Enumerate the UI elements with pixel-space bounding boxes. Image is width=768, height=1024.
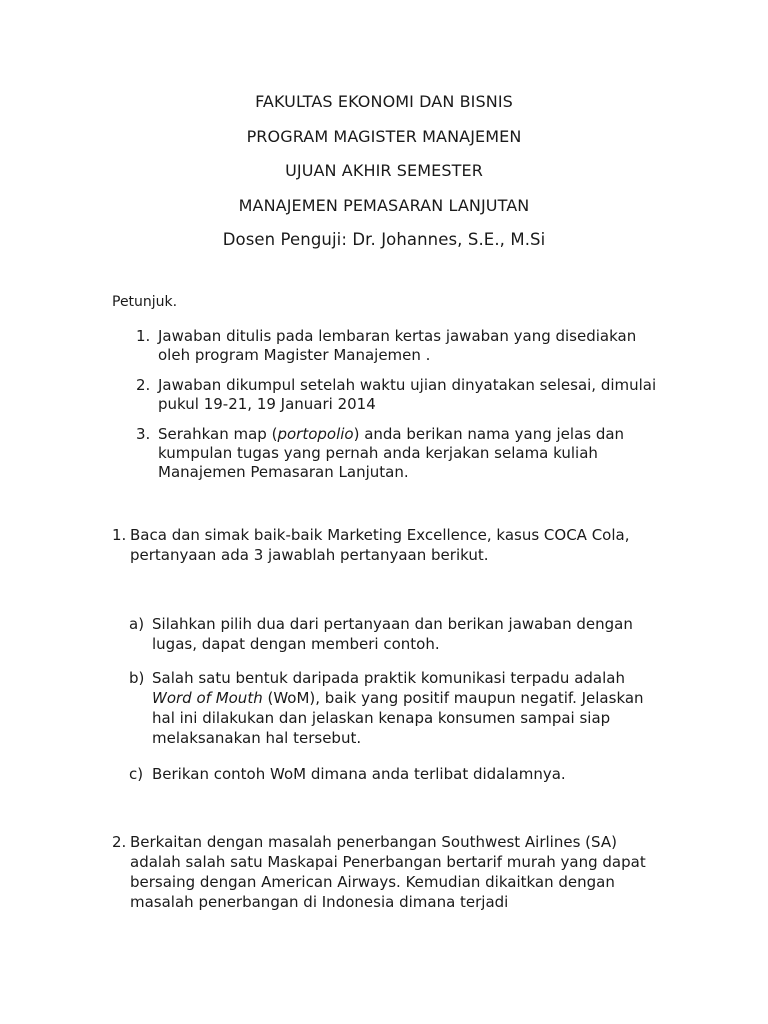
program-title: PROGRAM MAGISTER MANAJEMEN [246,126,522,146]
sub-question-c [129,764,659,784]
sub-question-text: Silahkan pilih dua dari pertanyaan dan berikan jawaban dengan lugas, dapat dengan memberi contoh. [152,615,633,653]
instruction-text-start: Serahkan map ( [158,425,278,443]
exam-header [0,92,768,265]
examiner-name: Dosen Penguji: Dr. Johannes, S.E., M.Si [222,230,546,249]
sub-question-label: a) [129,615,145,633]
instruction-text [158,425,672,482]
exam-title: UJUAN AKHIR SEMESTER [285,161,483,180]
sub-question-text: Berikan contoh WoM dimana anda terlibat didalamnya. [152,765,566,783]
instruction-number: 3. [136,425,151,443]
instruction-number: 2. [136,376,151,394]
sub-question-text-start: Salah satu bentuk daripada praktik komunikasi terpadu adalah [152,669,625,687]
course-title: MANAJEMEN PEMASARAN LANJUTAN [238,195,530,215]
question-text: Baca dan simak baik-baik Marketing Excellence, kasus COCA Cola, pertanyaan ada 3 jawablah pertanyaan berikut. [130,526,630,564]
question-2 [112,832,672,912]
sub-question-label: c) [129,765,144,783]
question-number: 2. [112,833,127,851]
sub-question-b [129,668,659,748]
question-number: 1. [112,526,127,544]
instruction-item [112,425,672,482]
sub-question-text-end: (WoM), baik yang positif maupun negatif. Jelaskan hal ini dilakukan dan jelaskan kenapa konsumen sampai siap melaksanakan hal tersebut. [152,689,644,747]
question-text: Berkaitan dengan masalah penerbangan Southwest Airlines (SA) adalah salah satu Maskapai Penerbangan bertarif murah yang dapat bersaing dengan American Airways. Kemudian dikaitkan dengan masalah penerbangan di Indonesia dimana terjadi [130,833,646,911]
instruction-text-end: ) anda berikan nama yang jelas dan kumpulan tugas yang pernah anda kerjakan selama kuliah Manajemen Pemasaran Lanjutan. [158,425,625,481]
instruction-text: Jawaban ditulis pada lembaran kertas jawaban yang disediakan oleh program Magister Manajemen . [158,327,637,364]
sub-question-a [129,614,659,654]
instruction-text-emphasis: portopolio [277,425,354,443]
sub-question-text-emphasis: Word of Mouth [152,689,263,707]
sub-question-text [152,668,659,748]
instruction-item [112,376,672,414]
instruction-item [112,327,672,365]
instruction-number: 1. [136,327,151,345]
sub-question-label: b) [129,669,145,687]
faculty-title: FAKULTAS EKONOMI DAN BISNIS [255,92,513,111]
question-1 [112,525,672,565]
instruction-text: Jawaban dikumpul setelah waktu ujian dinyatakan selesai, dimulai pukul 19-21, 19 Januari 2014 [158,376,657,413]
instructions-heading: Petunjuk. [112,294,178,310]
